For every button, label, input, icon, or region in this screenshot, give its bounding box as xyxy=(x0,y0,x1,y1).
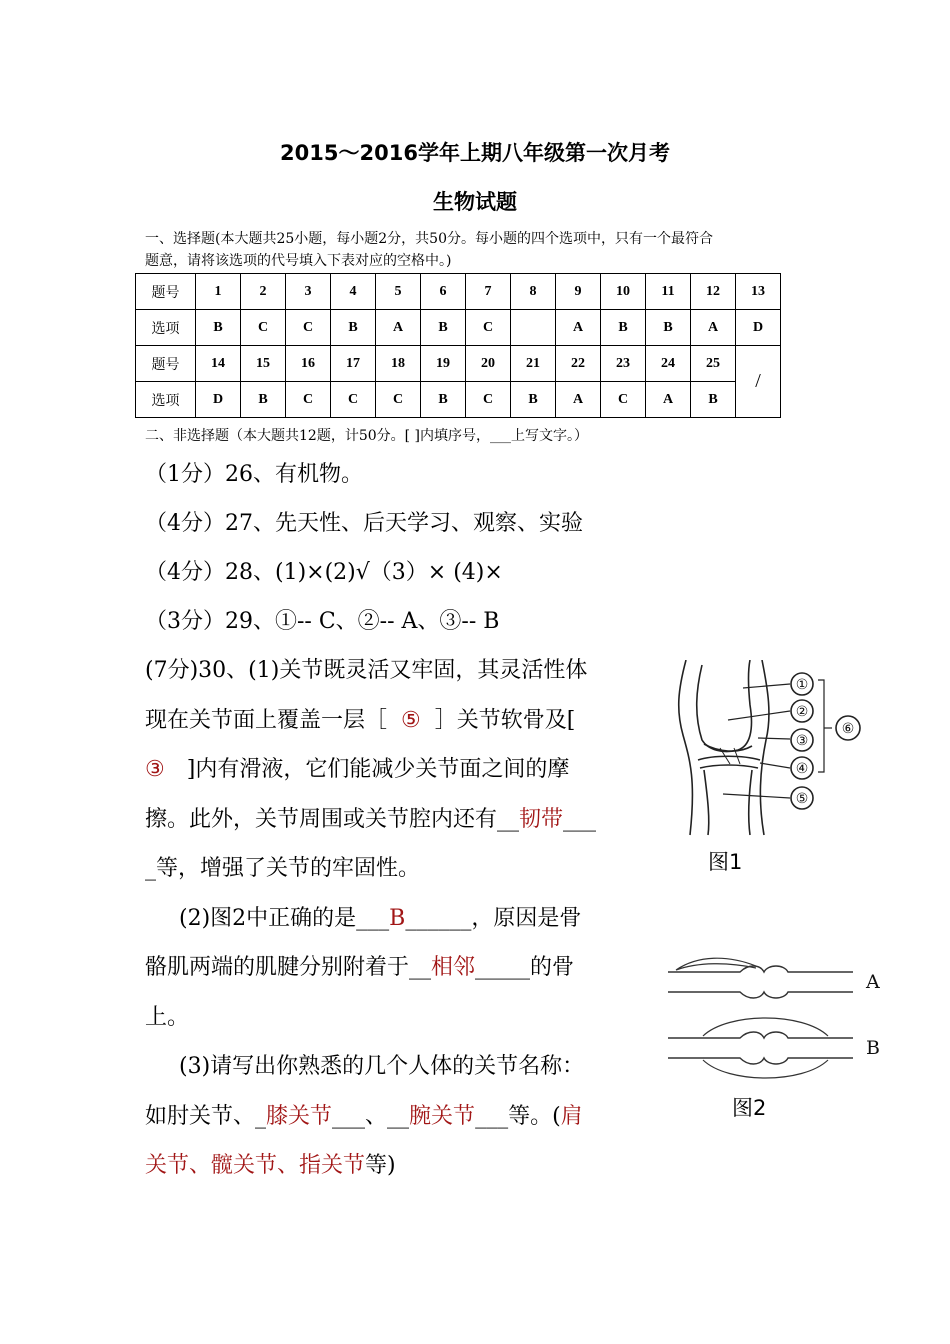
q30-text: ___等。( xyxy=(475,1103,561,1129)
answer-cell: B xyxy=(421,310,466,346)
q30-text: _____的骨 xyxy=(475,955,575,980)
q30-part3-line2 xyxy=(145,1092,653,1142)
question-number-cell: 6 xyxy=(421,274,466,310)
answer-table xyxy=(135,273,781,418)
question-number-cell: 15 xyxy=(241,346,286,382)
answer-ligament: 韧带 xyxy=(519,806,564,832)
answer-adjacent: 相邻 xyxy=(431,955,476,980)
q30-text: ______，原因是骨 xyxy=(405,905,582,931)
page-title: 2015～2016学年上期八年级第一次月考 xyxy=(280,141,670,165)
q30-text: 等) xyxy=(365,1153,396,1178)
q30-part3-line3 xyxy=(145,1141,653,1191)
question-number-cell: 18 xyxy=(376,346,421,382)
answer-cartilage-number: ⑤ xyxy=(401,707,421,733)
fig1-label-6: ⑥ xyxy=(841,721,855,737)
answer-cell: C xyxy=(286,382,331,418)
question-number-cell: 16 xyxy=(286,346,331,382)
q30-line4 xyxy=(145,795,653,845)
answer-26: （1分）26、有机物。 xyxy=(145,462,363,487)
row-label: 选项 xyxy=(136,310,196,346)
answer-cell: B xyxy=(196,310,241,346)
answer-cell: C xyxy=(286,310,331,346)
answer-cell: B xyxy=(511,382,556,418)
question-number-cell: 7 xyxy=(466,274,511,310)
answer-cell: D xyxy=(736,310,781,346)
answer-cell: C xyxy=(376,382,421,418)
q30-line1: (7分)30、(1)关节既灵活又牢固，其灵活性体 xyxy=(145,658,588,683)
question-number-cell: 5 xyxy=(376,274,421,310)
figure-2-caption: 图2 xyxy=(732,1096,767,1120)
question-number-cell: 23 xyxy=(601,346,646,382)
answer-28: （4分）28、(1)×(2)√（3）× (4)× xyxy=(145,560,503,585)
answer-29: （3分）29、①-- C、②-- A、③-- B xyxy=(145,609,500,634)
answer-cell: C xyxy=(241,310,286,346)
answer-wrist: 腕关节 xyxy=(409,1103,476,1129)
q30-text: 如肘关节、_ xyxy=(145,1103,267,1129)
answer-knee: 膝关节 xyxy=(266,1103,333,1129)
answer-cell: A xyxy=(376,310,421,346)
question-number-cell: 2 xyxy=(241,274,286,310)
figure-2-muscle-diagram xyxy=(668,950,888,1090)
q30-part2-line2 xyxy=(145,943,653,993)
fig1-label-5: ⑤ xyxy=(795,791,809,807)
fig1-label-1: ① xyxy=(795,677,809,693)
q30-text: ]内有滑液，它们能减少关节面之间的摩 xyxy=(186,757,570,782)
figure-1-joint-diagram xyxy=(668,660,868,840)
fig2-label-b: B xyxy=(866,1037,880,1059)
question-number-cell: 21 xyxy=(511,346,556,382)
answer-other-joints: 关节、髋关节、指关节 xyxy=(145,1153,366,1178)
answer-shoulder: 肩 xyxy=(560,1103,583,1129)
q30-text: 现在关节面上覆盖一层［ xyxy=(145,707,388,733)
fig1-label-3: ③ xyxy=(795,733,809,749)
fig2-label-a: A xyxy=(866,971,880,993)
section1-instructions: 一、选择题(本大题共25小题，每小题2分，共50分。每小题的四个选项中，只有一个最符合 xyxy=(145,231,713,247)
answer-cell: B xyxy=(331,310,376,346)
section1-instructions-cont: 题意，请将该选项的代号填入下表对应的空格中。) xyxy=(145,253,452,269)
question-number-cell: 20 xyxy=(466,346,511,382)
answer-cell: C xyxy=(466,382,511,418)
q30-part3-line1: (3)请写出你熟悉的几个人体的关节名称： xyxy=(179,1054,585,1079)
q30-line3 xyxy=(145,745,653,795)
question-number-cell: 17 xyxy=(331,346,376,382)
question-number-cell: 22 xyxy=(556,346,601,382)
answer-cell: B xyxy=(646,310,691,346)
answer-cell: B xyxy=(691,382,736,418)
question-number-cell: 4 xyxy=(331,274,376,310)
question-number-cell: 1 xyxy=(196,274,241,310)
q30-part2-line1 xyxy=(145,894,653,944)
question-number-cell: 3 xyxy=(286,274,331,310)
fig1-label-4: ④ xyxy=(795,761,809,777)
answer-cell: A xyxy=(646,382,691,418)
question-number-cell: 14 xyxy=(196,346,241,382)
answer-cell: B xyxy=(241,382,286,418)
answer-cell xyxy=(511,310,556,346)
q30-line5: _等，增强了关节的牢固性。 xyxy=(145,856,421,881)
row-label: 题号 xyxy=(136,274,196,310)
answer-cell: B xyxy=(601,310,646,346)
row-label: 选项 xyxy=(136,382,196,418)
q30-text: ___ xyxy=(563,806,597,832)
figure-1-caption: 图1 xyxy=(708,850,743,874)
question-number-cell: 8 xyxy=(511,274,556,310)
question-number-cell: 25 xyxy=(691,346,736,382)
row-label: 题号 xyxy=(136,346,196,382)
answer-30 xyxy=(145,646,653,1191)
fig1-label-2: ② xyxy=(795,704,809,720)
answer-cavity-number: ③ xyxy=(145,757,165,782)
answer-cell: A xyxy=(691,310,736,346)
question-number-cell: 10 xyxy=(601,274,646,310)
q30-text: (2)图2中正确的是___ xyxy=(179,905,390,931)
section2-instructions: 二、非选择题（本大题共12题，计50分。[ ]内填序号，___上写文字。） xyxy=(145,428,589,444)
q30-line2 xyxy=(145,696,653,746)
answer-cell: A xyxy=(556,310,601,346)
answer-cell: C xyxy=(466,310,511,346)
question-number-cell: 12 xyxy=(691,274,736,310)
slash-cell: / xyxy=(736,346,781,418)
question-number-cell: 11 xyxy=(646,274,691,310)
answer-cell: C xyxy=(331,382,376,418)
question-number-cell: 9 xyxy=(556,274,601,310)
page-subtitle: 生物试题 xyxy=(433,190,517,214)
q30-part2-line3: 上。 xyxy=(145,1004,190,1030)
answer-cell: C xyxy=(601,382,646,418)
q30-text: ］关节软骨及[ xyxy=(434,707,576,733)
q30-text: ___、__ xyxy=(332,1103,410,1129)
question-number-cell: 13 xyxy=(736,274,781,310)
q30-text: 擦。此外，关节周围或关节腔内还有__ xyxy=(145,806,520,832)
answer-cell: B xyxy=(421,382,466,418)
answer-cell: D xyxy=(196,382,241,418)
question-number-cell: 19 xyxy=(421,346,466,382)
answer-correct-figure: B xyxy=(389,905,406,931)
answer-27: （4分）27、先天性、后天学习、观察、实验 xyxy=(145,511,583,536)
answer-cell: A xyxy=(556,382,601,418)
q30-text: 骼肌两端的肌腱分别附着于__ xyxy=(145,955,432,980)
question-number-cell: 24 xyxy=(646,346,691,382)
